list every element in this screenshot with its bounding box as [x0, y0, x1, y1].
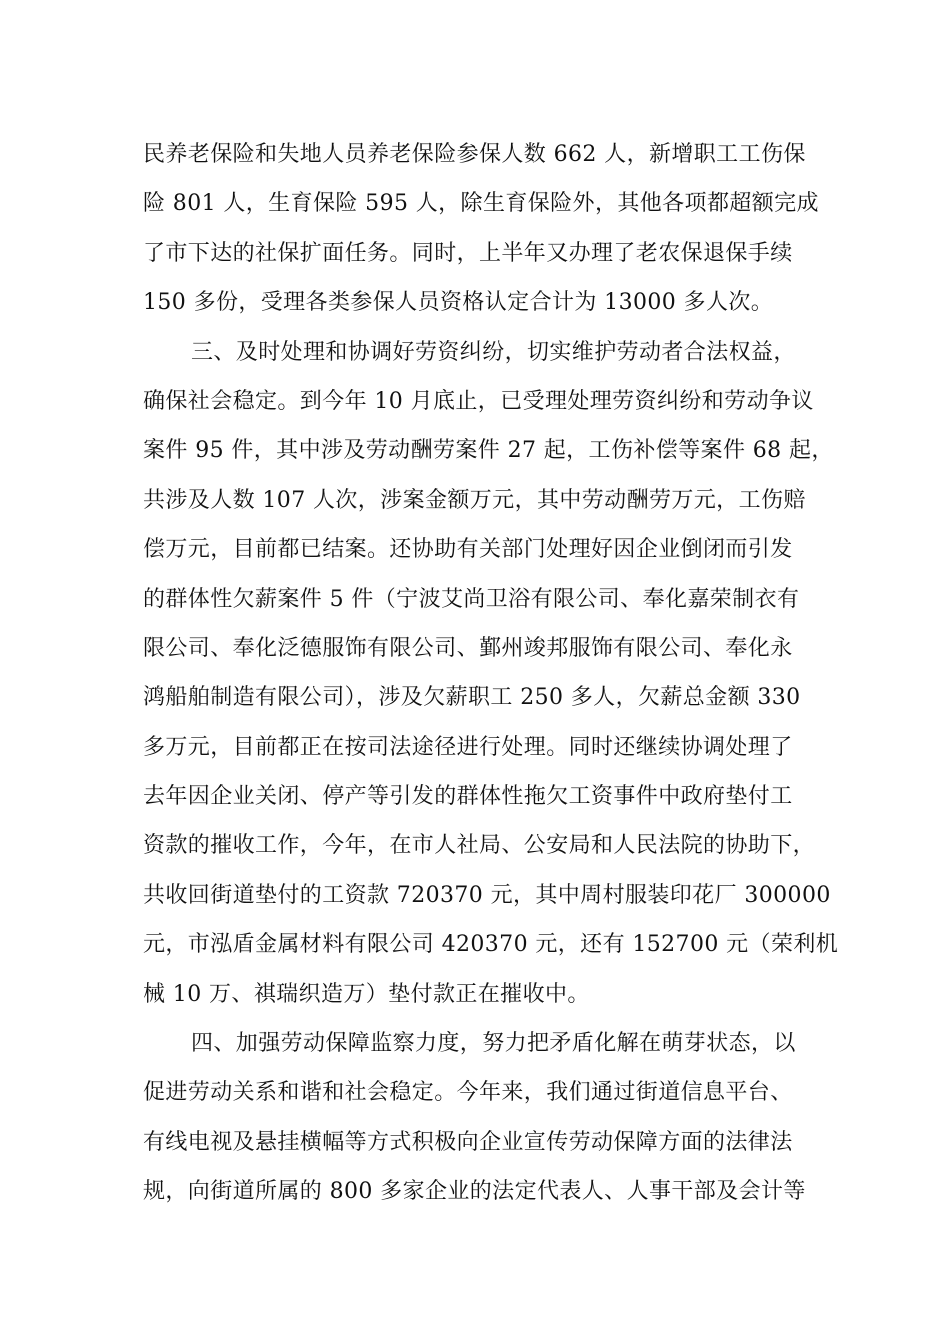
text-line: 共收回街道垫付的工资款 720370 元，其中周村服装印花厂 300000 [143, 882, 831, 908]
text-line: 资款的摧收工作，今年，在市人社局、公安局和人民法院的协助下， [143, 833, 816, 859]
text-line: 的群体性欠薪案件 5 件（宁波艾尚卫浴有限公司、奉化嘉荣制衣有 [143, 586, 800, 612]
text-line: 规，向街道所属的 800 多家企业的法定代表人、人事干部及会计等 [143, 1179, 806, 1205]
text-line: 鸿船舶制造有限公司），涉及欠薪职工 250 多人，欠薪总金额 330 [143, 685, 801, 711]
section-three-heading-line: 三、及时处理和协调好劳资纠纷，切实维护劳动者合法权益， [191, 339, 796, 365]
text-line: 了市下达的社保扩面任务。同时，上半年又办理了老农保退保手续 [143, 240, 793, 266]
text-line: 案件 95 件，其中涉及劳动酬劳案件 27 起，工伤补偿等案件 68 起， [143, 438, 834, 464]
text-line: 有线电视及悬挂横幅等方式积极向企业宣传劳动保障方面的法律法 [143, 1129, 793, 1155]
text-line: 限公司、奉化泛德服饰有限公司、鄞州竣邦服饰有限公司、奉化永 [143, 635, 793, 661]
text-line: 150 多份，受理各类参保人员资格认定合计为 13000 多人次。 [143, 290, 774, 316]
text-line: 元，市泓盾金属材料有限公司 420370 元，还有 152700 元（荣利机 [143, 932, 839, 958]
text-line: 偿万元，目前都已结案。还协助有关部门处理好因企业倒闭而引发 [143, 537, 793, 563]
text-line: 确保社会稳定。到今年 10 月底止，已受理处理劳资纠纷和劳动争议 [143, 388, 814, 414]
text-line: 多万元，目前都正在按司法途径进行处理。同时还继续协调处理了 [143, 734, 793, 760]
document-body [143, 130, 839, 1217]
text-line: 民养老保险和失地人员养老保险参保人数 662 人，新增职工工伤保 [143, 142, 806, 167]
text-line: 械 10 万、祺瑞织造万）垫付款正在摧收中。 [143, 981, 590, 1007]
section-four-heading-line: 四、加强劳动保障监察力度，努力把矛盾化解在萌芽状态，以 [191, 1031, 796, 1057]
text-line: 共涉及人数 107 人次，涉案金额万元，其中劳动酬劳万元，工伤赔 [143, 487, 806, 513]
text-line: 去年因企业关闭、停产等引发的群体性拖欠工资事件中政府垫付工 [143, 784, 793, 810]
text-line: 险 801 人，生育保险 595 人，除生育保险外，其他各项都超额完成 [143, 191, 819, 217]
text-line: 促进劳动关系和谐和社会稳定。今年来，我们通过街道信息平台、 [143, 1080, 793, 1106]
